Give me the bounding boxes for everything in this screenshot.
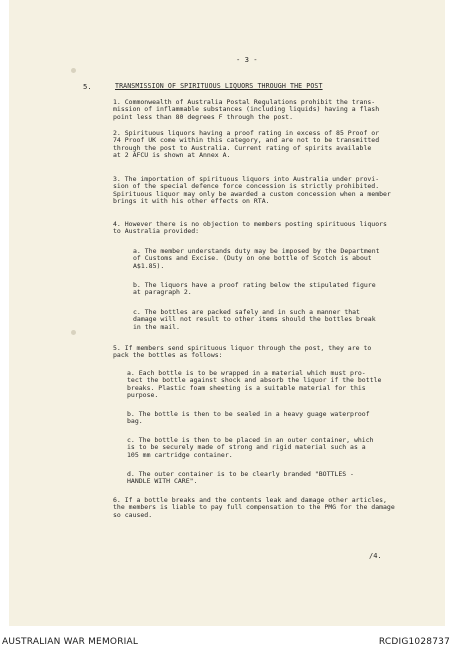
page-number: - 3 - xyxy=(236,55,258,64)
packing-step-a: a. Each bottle is to be wrapped in a material which must pro- tect the bottle against shock and absorb the liquor if the bottle breaks. Plastic foam sheeting is a suitable material for this purpose. xyxy=(127,369,382,399)
paragraph-3: 3. The importation of spirituous liquors into Australia under provi- sion of the special defence force concession is strictly prohibited. Spirituous liquor may only be awarded a custom concession when a member brings it with his other effects on RTA. xyxy=(113,175,391,205)
paragraph-4: 4. However there is no objection to members posting spirituous liquors to Australia provided: xyxy=(113,220,387,236)
paragraph-6: 6. If a bottle breaks and the contents leak and damage other articles, the members is liable to pay full compensation to the PMG for the damage so caused. xyxy=(113,496,395,519)
section-number: 5. xyxy=(83,82,92,91)
paragraph-1: 1. Commonwealth of Australia Postal Regulations prohibit the trans- mission of inflammable substances (including liquids) having a flash point less than 80 degrees F through the post. xyxy=(113,98,380,121)
condition-c: c. The bottles are packed safely and in such a manner that damage will not result to other items should the bottles break in the mail. xyxy=(133,308,376,331)
archive-credit: AUSTRALIAN WAR MEMORIAL xyxy=(2,637,139,647)
condition-b: b. The liquors have a proof rating below the stipulated figure at paragraph 2. xyxy=(133,281,376,297)
paragraph-2: 2. Spirituous liquors having a proof rating in excess of 85 Proof or 74 Proof UK come within this category, and are not to be transmitted through the post to Australia. Current rating of spirits available at 2 AFCU is shown at Annex A. xyxy=(113,129,380,159)
packing-step-c: c. The bottle is then to be placed in an outer container, which is to be securely made of strong and rigid material such as a 105 mm cartridge container. xyxy=(127,436,374,459)
paragraph-5: 5. If members send spirituous liquor through the post, they are to pack the bottles as follows: xyxy=(113,344,372,360)
document-page xyxy=(9,0,445,626)
section-title: TRANSMISSION OF SPIRITUOUS LIQUORS THROUGH THE POST xyxy=(115,82,323,90)
packing-step-b: b. The bottle is then to be sealed in a heavy guage waterproof bag. xyxy=(127,410,370,426)
condition-a: a. The member understands duty may be imposed by the Department of Customs and Excise. (Duty on one bottle of Scotch is about A$1.85). xyxy=(133,247,380,270)
continuation-mark: /4. xyxy=(369,552,382,560)
archive-reference: RCDIG1028737 xyxy=(378,637,450,647)
packing-step-d: d. The outer container is to be clearly branded "BOTTLES - HANDLE WITH CARE". xyxy=(127,470,354,486)
document-body xyxy=(9,0,445,626)
